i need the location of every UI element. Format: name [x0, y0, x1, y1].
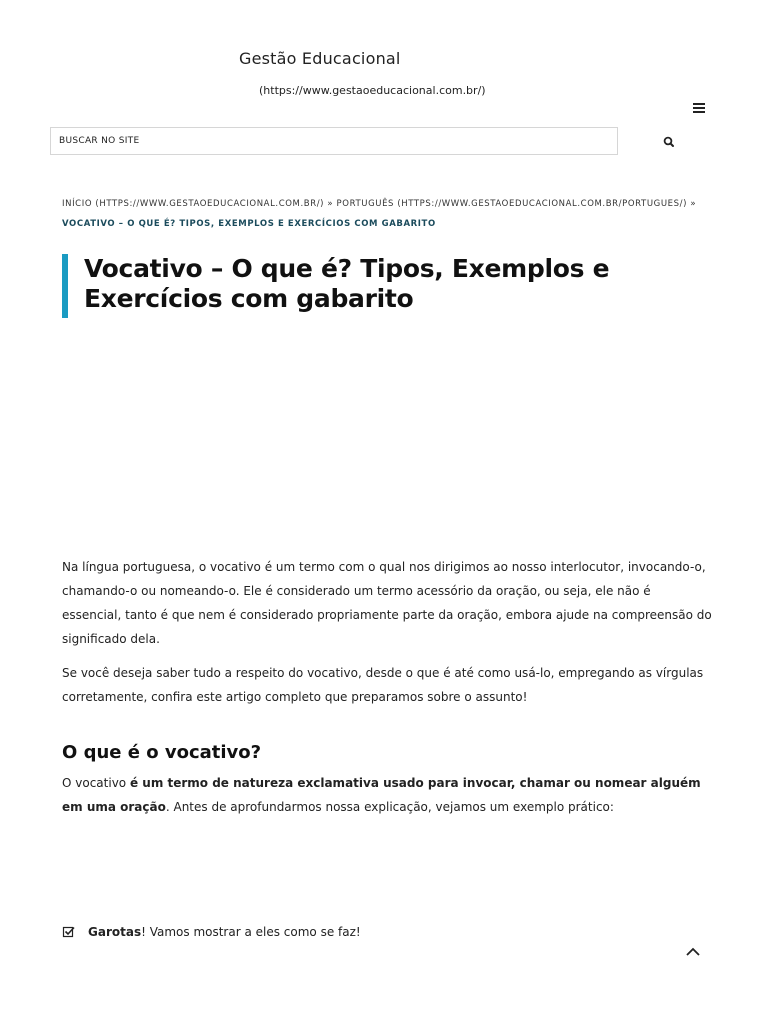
- breadcrumb-separator: »: [327, 199, 334, 209]
- article-title-block: [62, 254, 702, 318]
- site-url[interactable]: (https://www.gestaoeducacional.com.br/): [259, 84, 486, 97]
- site-title[interactable]: Gestão Educacional: [239, 49, 401, 68]
- hamburger-icon[interactable]: [692, 101, 710, 117]
- breadcrumb-category-link[interactable]: PORTUGUÊS (HTTPS://WWW.GESTAOEDUCACIONAL.COM.BR/PORTUGUES/): [336, 199, 687, 209]
- breadcrumb-separator: »: [690, 199, 697, 209]
- example-rest: ! Vamos mostrar a eles como se faz!: [141, 925, 361, 939]
- intro-paragraph-1: Na língua portuguesa, o vocativo é um termo com o qual nos dirigimos ao nosso interlocutor, invocando-o, chamando-o ou nomeando-o. Ele é considerado um termo acessório da oração, ou seja, ele não é essencial, tanto é que nem é considerado propriamente parte da oração, embora ajude na compreensão do significado dela.: [62, 560, 712, 646]
- checkbox-icon: [62, 923, 76, 937]
- search-input[interactable]: [51, 128, 617, 154]
- definition-prefix: O vocativo: [62, 776, 130, 790]
- breadcrumb-current: VOCATIVO – O QUE É? TIPOS, EXEMPLOS E EXERCÍCIOS COM GABARITO: [62, 219, 436, 229]
- search-box[interactable]: [50, 127, 618, 155]
- definition-suffix: . Antes de aprofundarmos nossa explicação, vejamos um exemplo prático:: [165, 800, 614, 814]
- definition-bold: é um termo de natureza exclamativa usado para invocar, chamar ou nomear alguém em uma oração: [62, 776, 701, 814]
- example-bold: Garotas: [88, 925, 142, 939]
- article-title: Vocativo – O que é? Tipos, Exemplos e Exercícios com gabarito: [84, 254, 610, 313]
- example-text: [88, 920, 361, 944]
- article-body: [62, 555, 712, 829]
- chevron-up-icon[interactable]: [683, 941, 703, 961]
- definition-paragraph: [62, 771, 712, 819]
- section-heading: O que é o vocativo?: [62, 742, 262, 763]
- breadcrumb: [62, 194, 722, 234]
- breadcrumb-home-link[interactable]: INÍCIO (HTTPS://WWW.GESTAOEDUCACIONAL.COM.BR/): [62, 199, 325, 209]
- search-icon[interactable]: [660, 133, 678, 151]
- intro-paragraph-2: Se você deseja saber tudo a respeito do vocativo, desde o que é até como usá-lo, empregando as vírgulas corretamente, confira este artigo completo que preparamos sobre o assunto!: [62, 666, 704, 704]
